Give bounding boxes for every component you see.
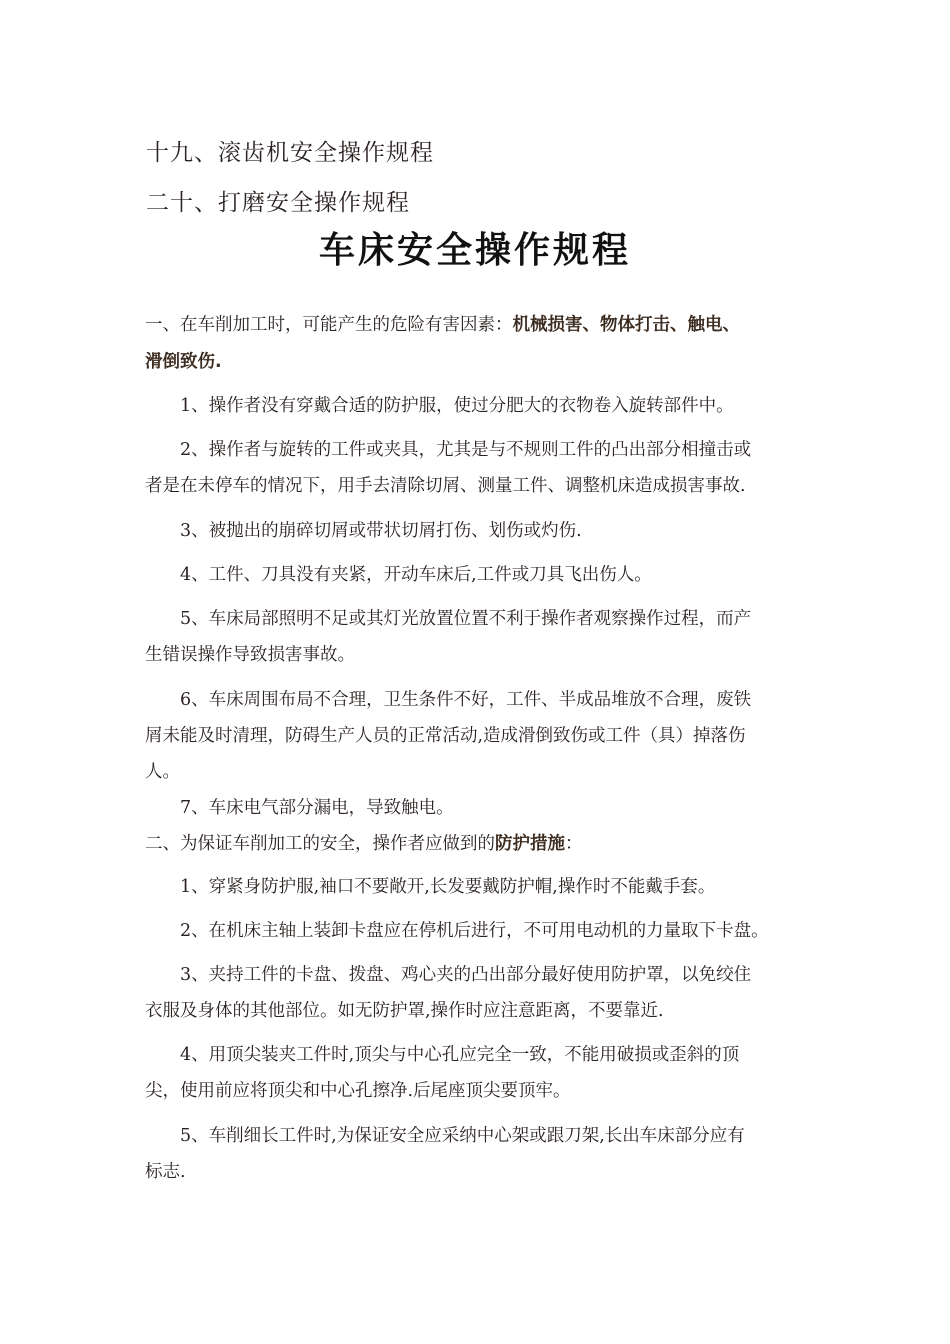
section2-item-5: 5、车削细长工件时,为保证安全应采纳中心架或跟刀架,长出车床部分应有 xyxy=(180,1126,745,1146)
section1-item-2: 2、操作者与旋转的工件或夹具，尤其是与不规则工件的凸出部分相撞击或 xyxy=(180,440,752,460)
section1-item-7: 7、车床电气部分漏电，导致触电。 xyxy=(180,798,454,818)
section2-item-5-cont: 标志. xyxy=(145,1162,186,1182)
section1-intro: 一、在车削加工时，可能产生的危险有害因素：机械损害、物体打击、触电、 xyxy=(145,315,740,335)
section1-item-2-cont: 者是在未停车的情况下，用手去清除切屑、测量工件、调整机床造成损害事故. xyxy=(145,476,746,496)
section1-item-4: 4、工件、刀具没有夹紧，开动车床后,工件或刀具飞出伤人。 xyxy=(180,565,652,585)
section2-item-3-cont: 衣服及身体的其他部位。如无防护罩,操作时应注意距离，不要靠近. xyxy=(145,1001,664,1021)
section1-item-5-cont: 生错误操作导致损害事故。 xyxy=(145,645,355,665)
section1-item-3: 3、被抛出的崩碎切屑或带状切屑打伤、划伤或灼伤. xyxy=(180,521,582,541)
section2-intro: 二、为保证车削加工的安全，操作者应做到的防护措施： xyxy=(145,834,583,854)
toc-item-19: 十九、滚齿机安全操作规程 xyxy=(146,140,434,166)
document-title: 车床安全操作规程 xyxy=(318,230,631,271)
section1-item-6-cont: 屑未能及时清理，防碍生产人员的正常活动,造成滑倒致伤或工件（具）掉落伤 xyxy=(145,726,746,746)
section1-intro-cont: 滑倒致伤. xyxy=(145,352,222,372)
section2-item-4-cont: 尖，使用前应将顶尖和中心孔擦净.后尾座顶尖要顶牢。 xyxy=(145,1081,571,1101)
toc-item-20: 二十、打磨安全操作规程 xyxy=(146,190,410,216)
section2-item-3: 3、夹持工件的卡盘、拨盘、鸡心夹的凸出部分最好使用防护罩，以免绞住 xyxy=(180,965,752,985)
section2-item-4: 4、用顶尖装夹工件时,顶尖与中心孔应完全一致，不能用破损或歪斜的顶 xyxy=(180,1045,740,1065)
section1-item-1: 1、操作者没有穿戴合适的防护服，使过分肥大的衣物卷入旋转部件中。 xyxy=(180,396,734,416)
section1-item-6-cont2: 人。 xyxy=(145,762,180,782)
section1-item-5: 5、车床局部照明不足或其灯光放置位置不利于操作者观察操作过程，而产 xyxy=(180,609,752,629)
section1-item-6: 6、车床周围布局不合理，卫生条件不好，工件、半成品堆放不合理，废铁 xyxy=(180,690,752,710)
section2-item-2: 2、在机床主轴上装卸卡盘应在停机后进行，不可用电动机的力量取下卡盘。 xyxy=(180,921,769,941)
section2-item-1: 1、穿紧身防护服,袖口不要敞开,长发要戴防护帽,操作时不能戴手套。 xyxy=(180,877,716,897)
